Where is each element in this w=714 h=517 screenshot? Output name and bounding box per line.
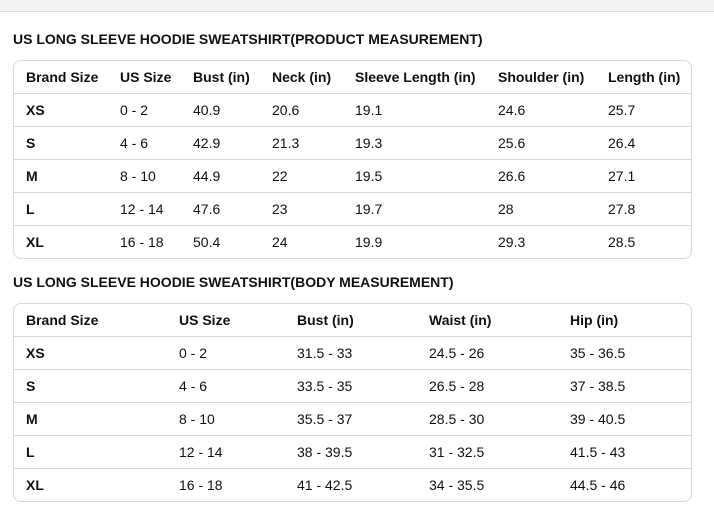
table-header-row xyxy=(14,304,691,337)
table-row xyxy=(14,226,691,259)
table-cell: 26.4 xyxy=(596,127,691,160)
table-row xyxy=(14,127,691,160)
table-cell: M xyxy=(14,160,108,193)
table-cell: 26.5 - 28 xyxy=(417,370,558,403)
table-cell: 47.6 xyxy=(181,193,260,226)
table-cell: 35.5 - 37 xyxy=(285,403,417,436)
product-measurement-table xyxy=(14,61,691,258)
table-cell: 0 - 2 xyxy=(108,94,181,127)
column-header: Waist (in) xyxy=(417,304,558,337)
column-header: Hip (in) xyxy=(558,304,691,337)
table-cell: 27.8 xyxy=(596,193,691,226)
table-cell: 19.5 xyxy=(343,160,486,193)
column-header: Neck (in) xyxy=(260,61,343,94)
table-cell: 31.5 - 33 xyxy=(285,337,417,370)
table-cell: 12 - 14 xyxy=(108,193,181,226)
table-cell: 16 - 18 xyxy=(179,477,223,493)
table-cell: 26.6 xyxy=(486,160,596,193)
table-cell: 24.6 xyxy=(486,94,596,127)
table-cell: 33.5 - 35 xyxy=(285,370,417,403)
column-header: Bust (in) xyxy=(285,304,417,337)
table-cell: 19.1 xyxy=(343,94,486,127)
table-cell: XS xyxy=(14,337,167,370)
table-cell: 38 - 39.5 xyxy=(285,436,417,469)
table-row xyxy=(14,370,691,403)
column-header: Shoulder (in) xyxy=(486,61,596,94)
table-header-row xyxy=(14,61,691,94)
body-measurement-table xyxy=(14,304,691,501)
table-cell: 34 - 35.5 xyxy=(429,477,485,493)
table-cell: 37 - 38.5 xyxy=(558,370,691,403)
column-header: Bust (in) xyxy=(181,61,260,94)
table-cell: 50.4 xyxy=(193,234,221,250)
table-cell: 44.5 - 46 xyxy=(570,477,626,493)
table-row xyxy=(14,469,691,502)
table-cell: 24 xyxy=(272,234,288,250)
table-cell: 31 - 32.5 xyxy=(417,436,558,469)
top-bar xyxy=(0,0,714,12)
table-cell: 12 - 14 xyxy=(167,436,285,469)
column-header: Sleeve Length (in) xyxy=(343,61,486,94)
table-cell: S xyxy=(14,370,167,403)
table-cell: 23 xyxy=(260,193,343,226)
table-cell: 8 - 10 xyxy=(108,160,181,193)
table-cell: 44.9 xyxy=(181,160,260,193)
table-cell: 29.3 xyxy=(498,234,526,250)
table-cell: 21.3 xyxy=(260,127,343,160)
table-cell: S xyxy=(14,127,108,160)
product-measurement-title: US LONG SLEEVE HOODIE SWEATSHIRT(PRODUCT MEASUREMENT) xyxy=(13,31,483,47)
table-row xyxy=(14,436,691,469)
table-cell: 41.5 - 43 xyxy=(558,436,691,469)
table-cell: 22 xyxy=(260,160,343,193)
table-cell: 24.5 - 26 xyxy=(417,337,558,370)
column-header: Brand Size xyxy=(14,304,167,337)
table-cell: L xyxy=(14,193,108,226)
table-cell: 25.6 xyxy=(486,127,596,160)
table-cell: 28.5 xyxy=(608,234,636,250)
table-cell: 0 - 2 xyxy=(167,337,285,370)
product-measurement-table-container xyxy=(13,60,692,259)
table-cell: 20.6 xyxy=(260,94,343,127)
table-cell: 39 - 40.5 xyxy=(558,403,691,436)
body-measurement-table-container xyxy=(13,303,692,502)
table-cell: L xyxy=(14,436,167,469)
table-cell: 8 - 10 xyxy=(167,403,285,436)
table-row xyxy=(14,160,691,193)
table-cell: 28.5 - 30 xyxy=(417,403,558,436)
table-cell: 40.9 xyxy=(181,94,260,127)
table-cell: 19.9 xyxy=(355,234,383,250)
table-cell: 27.1 xyxy=(596,160,691,193)
column-header: US Size xyxy=(167,304,285,337)
table-cell: 4 - 6 xyxy=(108,127,181,160)
table-cell: XS xyxy=(14,94,108,127)
table-row xyxy=(14,337,691,370)
table-cell: XL xyxy=(26,234,44,250)
column-header: US Size xyxy=(108,61,181,94)
column-header: Length (in) xyxy=(596,61,691,94)
table-cell: 25.7 xyxy=(596,94,691,127)
table-cell: M xyxy=(14,403,167,436)
table-cell: 28 xyxy=(486,193,596,226)
body-measurement-title: US LONG SLEEVE HOODIE SWEATSHIRT(BODY MEASUREMENT) xyxy=(13,274,454,290)
table-cell: 19.7 xyxy=(343,193,486,226)
table-cell: 4 - 6 xyxy=(167,370,285,403)
table-cell: 41 - 42.5 xyxy=(297,477,353,493)
table-row xyxy=(14,193,691,226)
table-cell: 35 - 36.5 xyxy=(558,337,691,370)
column-header: Brand Size xyxy=(14,61,108,94)
table-row xyxy=(14,403,691,436)
table-cell: 42.9 xyxy=(181,127,260,160)
table-row xyxy=(14,94,691,127)
table-cell: 16 - 18 xyxy=(120,234,164,250)
table-cell: 19.3 xyxy=(343,127,486,160)
table-cell: XL xyxy=(26,477,44,493)
